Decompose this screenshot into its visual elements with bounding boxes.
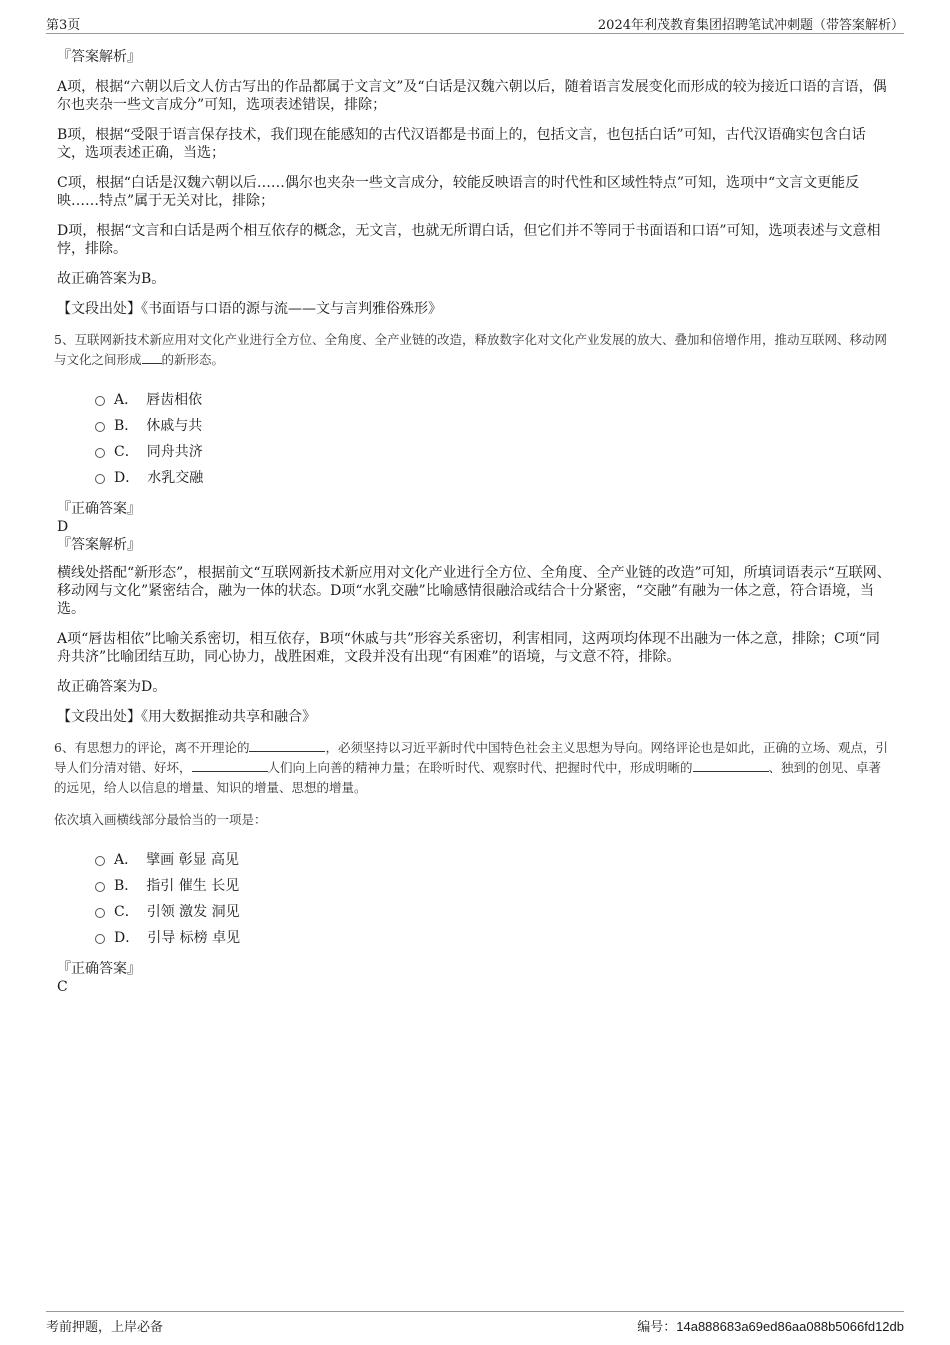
q6-answer: C <box>57 979 68 995</box>
page-content <box>54 48 892 996</box>
q4-analysis-d: D项，根据“文言和白话是两个相互依存的概念，无文言，也就无所谓白话，但它们并不等同于书面语和口语”可知，选项表述与文意相悖，排除。 <box>57 223 881 257</box>
q5-source: 【文段出处】《用大数据推动共享和融合》 <box>57 709 316 725</box>
q6-prompt: 依次填入画横线部分最恰当的一项是： <box>54 812 267 827</box>
page-footer <box>46 1311 904 1335</box>
q5-option-c[interactable]: C． 同舟共济 <box>95 438 892 464</box>
q5-blank <box>142 352 162 364</box>
radio-icon[interactable] <box>95 856 105 866</box>
q6-options <box>95 846 892 950</box>
q4-analysis-a: A项，根据“六朝以后文人仿古写出的作品都属于文言文”及“白话是汉魏六朝以后，随着语言发展变化而形成的较为接近口语的言语，偶尔也夹杂一些文言成分”可知，选项表述错误，排除； <box>57 79 887 113</box>
q5-options <box>95 386 892 490</box>
radio-icon[interactable] <box>95 422 105 432</box>
q6-option-d[interactable]: D． 引导 标榜 卓见 <box>95 924 892 950</box>
q4-analysis-c: C项，根据“白话是汉魏六朝以后……偶尔也夹杂一些文言成分，较能反映语言的时代性和区域性特点”可知，选项中“文言文更能反映……特点”属于无关对比，排除； <box>57 175 860 209</box>
q6-blank-3 <box>693 760 769 772</box>
q4-analysis-label: 『答案解析』 <box>57 49 141 65</box>
page-number: 第3页 <box>46 18 81 33</box>
q6-answer-label: 『正确答案』 <box>57 961 141 977</box>
footer-slogan: 考前押题，上岸必备 <box>46 1320 164 1335</box>
q6-option-a[interactable]: A． 擘画 彰显 高见 <box>95 846 892 872</box>
radio-icon[interactable] <box>95 882 105 892</box>
radio-icon[interactable] <box>95 448 105 458</box>
q5-analysis-2: A项“唇齿相依”比喻关系密切，相互依存，B项“休戚与共”形容关系密切，利害相同，这两项均体现不出融为一体之意，排除；C项“同舟共济”比喻团结互助，同心协力，战胜困难，文段并没有出现“有困难”的语境，与文意不符，排除。 <box>57 631 880 665</box>
q6-blank-1 <box>249 740 325 752</box>
q6-option-c[interactable]: C． 引领 激发 洞见 <box>95 898 892 924</box>
q6-blank-2 <box>192 760 268 772</box>
radio-icon[interactable] <box>95 474 105 484</box>
page-header <box>46 12 904 34</box>
q4-conclusion: 故正确答案为B。 <box>57 271 166 287</box>
q6-stem: 6、有思想力的评论，离不开理论的 ，必须坚持以习近平新时代中国特色社会主义思想为导向。网络评论也是如此，正确的立场、观点，引导人们分清对错、好坏， 人们向上向善的精神力量；在聆听时代、观察时代、把握时代中，形成明晰的 、独到的创见、卓著的远见，给人以信息的增量、知识的增量、思想的增量。 <box>54 740 888 795</box>
footer-code: 编号：14a888683a69ed86aa088b5066fd12db <box>637 1319 904 1335</box>
document-title: 2024年利茂教育集团招聘笔试冲刺题（带答案解析） <box>597 18 904 33</box>
q5-conclusion: 故正确答案为D。 <box>57 679 167 695</box>
q5-option-d[interactable]: D． 水乳交融 <box>95 464 892 490</box>
q5-analysis-1: 横线处搭配“新形态”，根据前文“互联网新技术新应用对文化产业进行全方位、全角度、全产业链的改造”可知，所填词语表示“互联网、移动网与文化”紧密结合，融为一体的状态。D项“水乳交融”比喻感情很融洽或结合十分紧密，“交融”有融为一体之意，符合语境，当选。 <box>57 565 891 617</box>
q5-stem: 5、互联网新技术新应用对文化产业进行全方位、全角度、全产业链的改造，释放数字化对文化产业发展的放大、叠加和倍增作用，推动互联网、移动网与文化之间形成 的新形态。 <box>54 332 887 367</box>
radio-icon[interactable] <box>95 396 105 406</box>
radio-icon[interactable] <box>95 934 105 944</box>
q5-analysis-label: 『答案解析』 <box>57 537 141 553</box>
q5-option-b[interactable]: B． 休戚与共 <box>95 412 892 438</box>
q5-answer-label: 『正确答案』 <box>57 501 141 517</box>
q5-answer: D <box>57 519 69 535</box>
radio-icon[interactable] <box>95 908 105 918</box>
q5-option-a[interactable]: A． 唇齿相依 <box>95 386 892 412</box>
q4-source: 【文段出处】《书面语与口语的源与流——文与言判雅俗殊形》 <box>57 301 442 317</box>
q4-analysis-b: B项，根据“受限于语言保存技术，我们现在能感知的古代汉语都是书面上的，包括文言，也包括白话”可知，古代汉语确实包含白话文，选项表述正确，当选； <box>57 127 866 161</box>
q6-option-b[interactable]: B． 指引 催生 长见 <box>95 872 892 898</box>
